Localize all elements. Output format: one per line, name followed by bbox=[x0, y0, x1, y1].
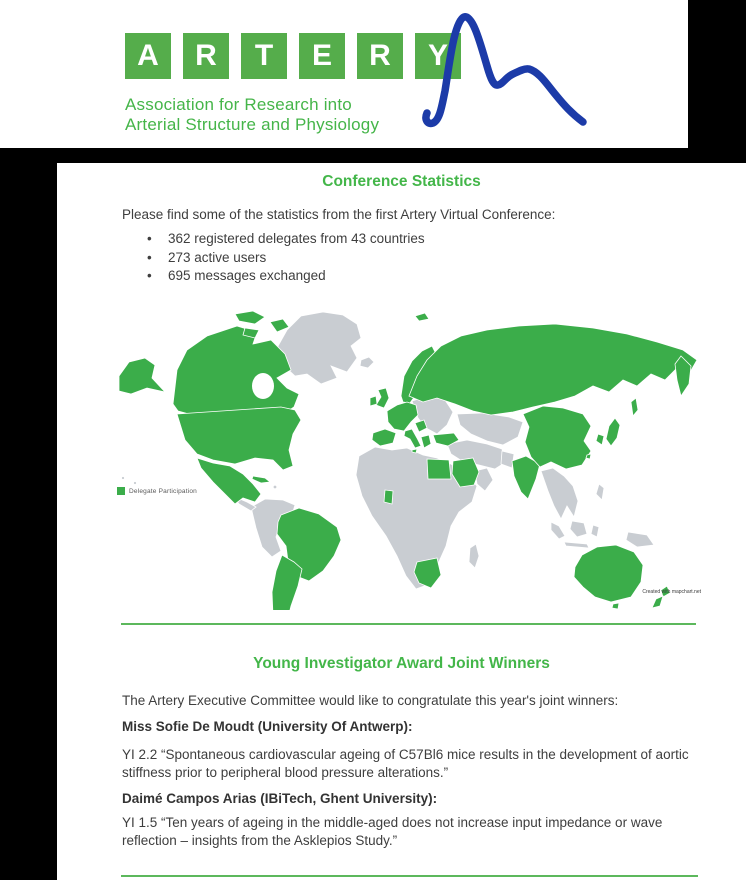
map-region-ghana bbox=[384, 490, 393, 504]
map-region-madagascar bbox=[469, 544, 479, 568]
map-region-sumatra bbox=[551, 522, 565, 539]
map-region-korea bbox=[596, 434, 604, 445]
logo-tagline bbox=[125, 95, 379, 134]
logo-letter-box bbox=[357, 33, 403, 79]
map-region-borneo bbox=[570, 521, 587, 537]
map-region-svalbard bbox=[415, 313, 429, 321]
map-hudson-bay bbox=[252, 373, 274, 399]
map-region-iberia bbox=[372, 429, 396, 446]
map-region-australia bbox=[574, 545, 643, 602]
list-item: • 695 messages exchanged bbox=[145, 267, 425, 286]
map-region-java bbox=[564, 542, 589, 548]
map-attribution: Created with mapchart.net bbox=[642, 589, 701, 595]
map-region-canada bbox=[173, 326, 299, 420]
logo-letter: R bbox=[195, 39, 217, 72]
section-divider bbox=[121, 875, 698, 877]
statistics-list bbox=[145, 230, 425, 286]
logo-tagline-line1: Association for Research into bbox=[125, 95, 352, 114]
map-region-arctic-islands bbox=[235, 311, 265, 324]
logo-letter: E bbox=[311, 39, 332, 72]
background-black-band bbox=[0, 148, 746, 163]
map-region-ireland bbox=[370, 396, 377, 406]
map-region-philippines bbox=[596, 484, 604, 500]
map-region-sicily bbox=[412, 449, 417, 453]
winner-name: Daimé Campos Arias (IBiTech, Ghent University): bbox=[122, 791, 438, 806]
map-region-west-europe bbox=[387, 402, 418, 431]
winner-abstract: YI 2.2 “Spontaneous cardiovascular ageing of C57Bl6 mice results in the development of aortic stiffness prior to peripheral blood pressure alterations.” bbox=[122, 747, 689, 780]
map-region-russia bbox=[409, 324, 697, 415]
map-region-alaska bbox=[119, 358, 165, 394]
artery-logo bbox=[115, 8, 695, 148]
logo-letter-box bbox=[241, 33, 287, 79]
awards-intro-text: The Artery Executive Committee would like to congratulate this year's joint winners: bbox=[122, 693, 619, 708]
logo-tagline-line2: Arterial Structure and Physiology bbox=[125, 114, 380, 134]
logo-letter: R bbox=[369, 39, 391, 72]
logo-letter: T bbox=[254, 39, 274, 72]
map-region-greenland bbox=[278, 312, 361, 384]
map-region-new-zealand bbox=[652, 596, 663, 608]
list-item: • 273 active users bbox=[145, 249, 425, 268]
map-region-new-guinea bbox=[626, 532, 654, 547]
conference-statistics-heading: Conference Statistics bbox=[322, 173, 481, 190]
map-region-hawaii bbox=[134, 482, 137, 485]
map-region-cuba bbox=[252, 476, 270, 483]
map-region-iceland bbox=[360, 357, 374, 368]
map-region-taiwan bbox=[586, 454, 591, 459]
map-region-arctic-islands bbox=[270, 319, 289, 332]
logo-letter-box bbox=[415, 33, 461, 79]
map-region-greece bbox=[421, 435, 431, 448]
map-region-mexico bbox=[197, 458, 261, 504]
map-region-china bbox=[523, 406, 591, 469]
legend-swatch-icon bbox=[117, 487, 125, 495]
world-map-image bbox=[85, 308, 705, 610]
background-black-left-strip bbox=[0, 163, 57, 880]
world-participation-map bbox=[85, 308, 705, 610]
map-region-egypt bbox=[427, 459, 451, 479]
logo-letter-box bbox=[183, 33, 229, 79]
section-divider bbox=[121, 623, 696, 625]
winner-abstract: YI 1.5 “Ten years of ageing in the middle-aged does not increase input impedance or wave reflection – insights from the Asklepios Study.” bbox=[122, 815, 663, 848]
map-region-sakhalin bbox=[631, 398, 638, 416]
legend-label: Delegate Participation bbox=[129, 487, 197, 495]
map-legend bbox=[117, 487, 197, 495]
map-region-hawaii bbox=[122, 477, 125, 480]
conference-intro-text: Please find some of the statistics from the first Artery Virtual Conference: bbox=[122, 207, 556, 222]
logo-letter-box bbox=[299, 33, 345, 79]
map-region-tasmania bbox=[612, 603, 619, 609]
map-region-japan bbox=[606, 418, 620, 446]
map-region-pakistan bbox=[501, 451, 514, 468]
logo-letter-box bbox=[125, 33, 171, 79]
email-body bbox=[57, 163, 746, 889]
list-item: • 362 registered delegates from 43 countries bbox=[145, 230, 425, 249]
young-investigator-heading: Young Investigator Award Joint Winners bbox=[253, 655, 550, 672]
logo-letter-boxes bbox=[125, 33, 461, 79]
map-region-southeast-asia bbox=[541, 468, 578, 519]
winner-name: Miss Sofie De Moudt (University Of Antwerp): bbox=[122, 719, 413, 734]
map-region-uk bbox=[376, 388, 389, 408]
map-region-usa bbox=[177, 407, 301, 470]
map-region-caribbean bbox=[273, 485, 277, 489]
logo-letter: A bbox=[137, 39, 159, 72]
background-black-corner bbox=[688, 0, 746, 149]
map-region-italy bbox=[404, 429, 421, 448]
map-region-sulawesi bbox=[591, 525, 599, 537]
logo-letter: Y bbox=[427, 39, 448, 72]
